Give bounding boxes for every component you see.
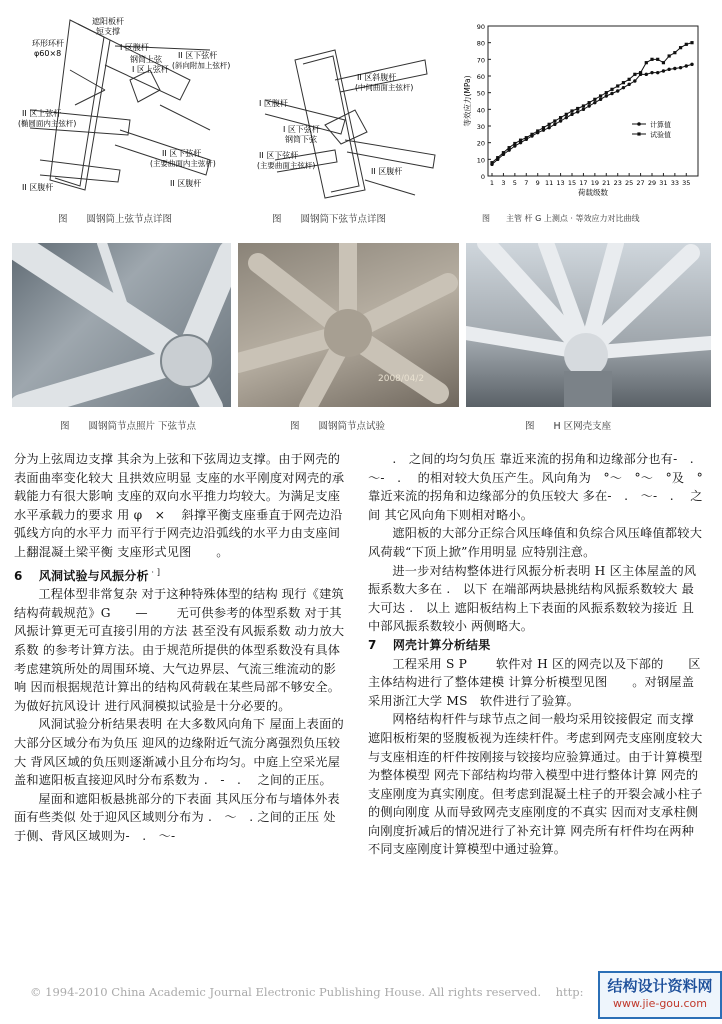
- chart-frame: [488, 26, 698, 176]
- photo-node-test: [238, 243, 459, 407]
- x-tick-label: 27: [636, 179, 645, 187]
- x-tick-label: 23: [613, 179, 622, 187]
- legend-label-1: 计算值: [650, 121, 671, 129]
- series-1-point: [593, 101, 596, 104]
- lower-label-1: (中间曲面主弦杆): [355, 83, 414, 92]
- section-6-heading: [14, 564, 348, 586]
- upper-node-drawing: [10, 10, 250, 200]
- copyright-text: © 1994-2010 China Academic Journal Electronic Publishing House. All rights reserved.: [30, 985, 541, 999]
- y-tick-label: 20: [476, 139, 485, 148]
- series-2-point: [530, 133, 533, 136]
- right-para-1: . 之间的均匀负压 靠近来流的拐角和边缘部分也有- . ～- . 的相对较大负压产生。风向角为 °～ °～ °及 ° 靠近来流的拐角和边缘部分的负压较大 多在- . ～- . 之间 其它风向角下则相对略小。: [368, 452, 707, 522]
- x-tick-label: 21: [602, 179, 611, 187]
- series-2-point: [610, 88, 613, 91]
- lower-label-4: 钢筒下弦: [285, 135, 317, 144]
- series-2-point: [570, 109, 573, 112]
- footer-url[interactable]: http:: [555, 985, 584, 999]
- series-line-2: [492, 43, 692, 163]
- series-1-point: [667, 68, 670, 71]
- series-2-point: [605, 91, 608, 94]
- upper-label-4: I 区腹杆: [120, 43, 149, 52]
- series-2-point: [536, 129, 539, 132]
- photo2-caption: 图 圆钢筒节点试验: [290, 421, 386, 432]
- series-2-point: [645, 61, 648, 64]
- series-1-point: [633, 79, 636, 82]
- series-1-point: [650, 71, 653, 74]
- left-para-3: 风洞试验分析结果表明 在大多数风向角下 屋面上表面的大部分区域分布为负压 迎风的边缘附近气流分离强烈负压较大 背风区域的负压则逐渐减小且分布均匀。中庭上空采光屋盖和遮阳板直接迎风时分布系数为 . - . 之间的正压。: [14, 717, 344, 788]
- y-tick-label: 10: [476, 156, 485, 165]
- series-2-point: [508, 146, 511, 149]
- y-tick-label: 50: [476, 89, 485, 98]
- series-1-point: [587, 104, 590, 107]
- series-2-point: [553, 119, 556, 122]
- series-2-point: [502, 151, 505, 154]
- series-2-point: [690, 41, 693, 44]
- series-2-point: [685, 43, 688, 46]
- left-para-2: 工程体型非常复杂 对于这种特殊体型的结构 现行《建筑结构荷载规范》G — 无可供参考的体型系数 对于其风振计算更无可直接引用的方法 甚至没有风振系数 动力放大系数 的参考计算方法。由于规范所提供的体型系数没有具体考虑建筑所处的周围环境、大气边界层、气流三维流动的影响 因而根据规范计算出的结构风荷载在某些局部不够安全。为做好抗风设计 进行风洞模拟试验是十分必要的。: [14, 587, 345, 713]
- series-2-point: [668, 54, 671, 57]
- series-1-point: [605, 94, 608, 97]
- series-1-point: [673, 67, 676, 70]
- series-1-point: [565, 116, 568, 119]
- lower-label-2: I 区腹杆: [259, 99, 288, 108]
- lower-label-6: (主要曲面主弦杆): [257, 161, 316, 170]
- site-logo[interactable]: [598, 971, 722, 1019]
- logo-url: www.jie-gou.com: [613, 997, 707, 1010]
- lower-label-0: II 区斜腹杆: [357, 73, 397, 82]
- series-2-point: [525, 136, 528, 139]
- x-tick-label: 11: [545, 179, 554, 187]
- section-7-heading: [368, 636, 706, 655]
- series-1-point: [662, 69, 665, 72]
- x-tick-label: 19: [590, 179, 599, 187]
- upper-label-7: II 区下弦杆: [178, 51, 218, 60]
- left-para-4: 屋面和遮阳板悬挑部分的下表面 其风压分布与墙体外表面有些类似 处于迎风区域则分布为 . ～ . 之间的正压 处于侧、背风区域则为- . ～-: [14, 791, 340, 843]
- upper-label-0: 遮阳板杆: [92, 17, 124, 26]
- photo3-caption: 图 H 区网壳支座: [525, 421, 612, 432]
- series-2-point: [673, 51, 676, 54]
- y-tick-label: 60: [476, 73, 485, 81]
- section-6-ref: · ]: [148, 567, 161, 577]
- upper-label-5: 钢筒上弦: [130, 55, 162, 64]
- series-2-point: [628, 78, 631, 81]
- x-tick-label: 5: [512, 179, 517, 187]
- series-2-point: [588, 101, 591, 104]
- series-2-point: [616, 84, 619, 87]
- x-tick-label: 15: [567, 179, 577, 187]
- series-1-point: [685, 64, 688, 67]
- y-tick-label: 90: [476, 23, 485, 31]
- y-tick-label: 0: [480, 173, 485, 181]
- right-para-4: 工程采用 S P 软件对 H 区的网壳以及下部的 区主体结构进行了整体建模 计算分析模型见图 。对钢屋盖采用浙江大学 MS 软件进行了验算。: [368, 656, 701, 708]
- series-2-point: [496, 156, 499, 159]
- series-1-point: [599, 98, 602, 101]
- lower-label-5: II 区下弦杆: [259, 151, 299, 160]
- x-tick-label: 7: [524, 179, 529, 187]
- photo-lower-chord-node: [12, 243, 231, 407]
- right-para-3: 进一步对结构整体进行风振分析表明 H 区主体屋盖的风振系数大多在 . 以下 在端部两块悬挑结构风振系数较大 最大可达 . 以上 遮阳板结构上下表面的风振系数较为接近 且中部风振系数较小 两侧略大。: [368, 563, 697, 634]
- lower-label-3: I 区下弦杆: [283, 125, 320, 134]
- section-7-title: 网壳计算分析结果: [392, 637, 491, 652]
- legend-marker-1: [637, 122, 641, 126]
- y-axis-label: 等效应力(MPa): [463, 75, 472, 127]
- x-tick-label: 9: [535, 179, 540, 187]
- fig-upper-caption: 图 圆钢筒上弦节点详图: [58, 214, 173, 225]
- series-1-point: [690, 63, 693, 66]
- x-tick-label: 25: [625, 179, 634, 187]
- section-6-title: 风洞试验与风振分析: [38, 568, 149, 583]
- x-tick-label: 35: [682, 179, 691, 187]
- figure-lower-chord-node: [255, 40, 455, 200]
- series-2-point: [513, 142, 516, 145]
- x-tick-label: 3: [501, 179, 506, 187]
- series-2-point: [662, 61, 665, 64]
- series-2-point: [639, 71, 642, 74]
- series-1-point: [656, 71, 659, 74]
- series-1-point: [576, 110, 579, 113]
- series-2-point: [559, 116, 562, 119]
- series-2-point: [679, 46, 682, 49]
- photo-h-zone-support: [466, 243, 711, 407]
- legend-marker-2: [637, 132, 640, 135]
- lower-label-7: II 区腹杆: [371, 167, 403, 176]
- series-2-point: [656, 58, 659, 61]
- series-2-point: [576, 107, 579, 110]
- series-2-point: [622, 81, 625, 84]
- stress-comparison-chart: [460, 18, 710, 203]
- photo1-caption: 图 圆钢筒节点照片 下弦节点: [60, 421, 197, 432]
- upper-label-1: 短支撑: [96, 27, 120, 36]
- y-tick-label: 80: [476, 39, 485, 48]
- x-tick-label: 1: [489, 179, 495, 187]
- fig-chart-caption: 图 主管 杆 G 上测点 · 等效应力对比曲线: [482, 214, 640, 223]
- upper-label-11: II 区下弦杆: [162, 149, 202, 158]
- series-2-point: [565, 113, 568, 116]
- series-1-point: [616, 89, 619, 92]
- x-axis-label: 荷载级数: [578, 188, 608, 197]
- x-tick-label: 31: [659, 179, 668, 187]
- x-tick-label: 13: [556, 179, 565, 187]
- series-line-1: [492, 64, 692, 164]
- series-2-point: [582, 104, 585, 107]
- upper-label-3: φ60×8: [34, 49, 62, 58]
- figure-upper-chord-node: [10, 10, 250, 200]
- x-tick-label: 29: [647, 179, 657, 187]
- x-tick-label: 17: [579, 179, 588, 187]
- photo2-graphic: [238, 243, 459, 407]
- right-para-5: 网格结构杆件与球节点之间一般均采用铰接假定 而支撑遮阳板桁架的竖腹板视为连续杆件。考虑到网壳支座刚度较大 与支座相连的杆件按刚接与铰接均应验算通过。由于计算模型为整体模型 网壳下部结构均带入模型中进行整体计算 网壳的支座刚度为真实刚度。但考虑到混凝土柱子的开裂会减小柱子的侧向刚度 从而导致网壳支座刚度的不真实 因而对支承柱侧向刚度折减后的情况进行了补充计算 网壳所有杆件均在两种不同支座刚度计算模型中通过验算。: [368, 712, 703, 857]
- photo1-graphic: [12, 243, 231, 407]
- y-tick-label: 30: [476, 123, 485, 131]
- right-column: [368, 450, 706, 859]
- photo2-timestamp: 2008/04/2: [378, 374, 425, 384]
- lower-node-drawing: [255, 40, 455, 200]
- right-para-2: 遮阳板的大部分正综合风压峰值和负综合风压峰值都较大 风荷载“下顶上掀”作用明显 应特别注意。: [368, 526, 703, 559]
- upper-label-8: (斜向附加上弦杆): [172, 61, 231, 70]
- series-1-point: [622, 86, 625, 89]
- series-1-point: [610, 92, 613, 95]
- section-7-number: 7: [368, 637, 377, 652]
- series-1-point: [645, 73, 648, 76]
- series-1-point: [679, 66, 682, 69]
- upper-label-10: (椭圆面内主弦杆): [18, 119, 77, 128]
- left-column: [14, 450, 348, 846]
- series-2-point: [548, 123, 551, 126]
- photo3-graphic: [466, 243, 711, 407]
- y-tick-label: 70: [476, 56, 485, 65]
- x-tick-label: 33: [670, 179, 679, 187]
- upper-label-2: 环形环杆: [32, 39, 64, 48]
- y-tick-label: 40: [476, 106, 485, 115]
- chart-svg: [460, 18, 710, 203]
- series-1-point: [553, 123, 556, 126]
- fig-lower-caption: 图 圆钢筒下弦节点详图: [272, 214, 387, 225]
- left-para-1: 分为上弦周边支撑 其余为上弦和下弦周边支撑。由于网壳的表面曲率变化较大 且拱效应明显 支座的水平刚度对网壳的承载能力有很大影响 支座的双向水平推力均较大。为满足支座水平承载力的要求 用 φ × 斜撑平衡支座垂直于网壳边沿弧线方向的水平力 而平行于网壳边沿弧线的水平力由支座间上翻混凝土梁平衡 支座形式见图 。: [14, 452, 345, 559]
- upper-label-14: II 区腹杆: [22, 183, 54, 192]
- upper-label-13: II 区腹杆: [170, 179, 202, 188]
- series-2-point: [490, 161, 493, 164]
- series-1-point: [570, 113, 573, 116]
- series-1-point: [559, 119, 562, 122]
- series-2-point: [633, 73, 636, 76]
- series-1-point: [582, 108, 585, 111]
- upper-label-6: I 区上弦杆: [132, 65, 169, 74]
- series-2-point: [650, 58, 653, 61]
- upper-label-9: II 区上弦杆: [22, 109, 62, 118]
- series-2-point: [599, 94, 602, 97]
- copyright-footer: [30, 985, 584, 999]
- series-1-point: [547, 126, 550, 129]
- section-6-number: 6: [14, 568, 23, 583]
- legend-label-2: 试验值: [650, 131, 671, 139]
- logo-title: 结构设计资料网: [607, 977, 713, 995]
- upper-label-12: (主要曲面内主弦杆): [150, 159, 216, 168]
- series-1-point: [627, 83, 630, 86]
- series-2-point: [542, 126, 545, 129]
- series-2-point: [593, 98, 596, 101]
- series-2-point: [519, 139, 522, 142]
